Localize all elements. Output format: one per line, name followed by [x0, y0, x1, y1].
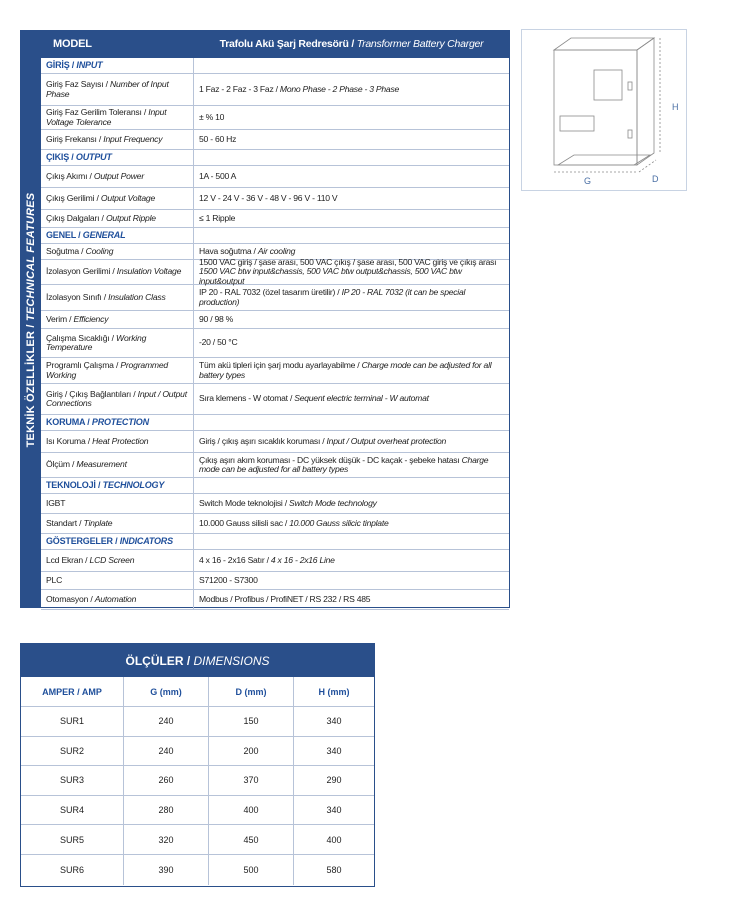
label-en: GENERAL	[82, 229, 126, 240]
section-row	[41, 150, 509, 166]
spec-label	[41, 329, 194, 357]
side-label-en: TECHNICAL FEATURES	[25, 192, 37, 322]
dimensions-title-tr: ÖLÇÜLER /	[125, 653, 191, 668]
spec-value	[194, 534, 509, 549]
value-tr: 12 V - 24 V - 36 V - 48 V - 96 V - 110 V	[199, 192, 338, 203]
value-tr: 1A - 500 A	[199, 170, 237, 181]
label-en: Tinplate	[83, 517, 113, 528]
column-header: H (mm)	[318, 686, 350, 697]
dimension-cell: 320	[124, 825, 209, 854]
value-tr: 4 x 16 - 2x16 Satır /	[199, 554, 269, 565]
spec-row	[41, 106, 509, 130]
dimension-cell: 280	[124, 796, 209, 825]
dimensions-row	[21, 707, 374, 737]
label-en: Output Ripple	[105, 212, 156, 223]
value-tr: Çıkış aşırı akım koruması - DC yüksek düşük - DC kaçak - şebeke hatası	[199, 454, 460, 465]
column-header: D (mm)	[209, 677, 294, 706]
spec-value	[194, 384, 509, 414]
spec-label	[41, 210, 194, 227]
spec-value	[194, 431, 509, 452]
spec-label	[41, 431, 194, 452]
dimension-cell: SUR1	[21, 707, 124, 736]
label-en: PROTECTION	[91, 416, 149, 427]
spec-label	[41, 130, 194, 149]
spec-label	[41, 550, 194, 571]
cabinet-window	[594, 70, 622, 100]
label-tr: Ölçüm /	[46, 459, 75, 470]
dimension-cell: 400	[326, 834, 342, 845]
spec-label	[41, 260, 194, 284]
label-tr: PLC	[46, 574, 63, 585]
value-tr: Sıra klemens - W otomat /	[199, 393, 293, 404]
spec-row	[41, 572, 509, 590]
spec-value	[194, 494, 509, 513]
spec-row	[41, 590, 509, 610]
spec-label	[41, 106, 194, 129]
dimensions-table	[20, 643, 375, 887]
spec-row	[41, 494, 509, 514]
label-en: Input / Output Connections	[46, 388, 187, 408]
spec-row	[41, 431, 509, 453]
section-row	[41, 534, 509, 550]
value-tr: 50 - 60 Hz	[199, 133, 237, 144]
label-tr: Giriş Faz Gerilim Toleransı /	[46, 107, 147, 117]
spec-row	[41, 188, 509, 210]
column-header: AMPER / AMP	[21, 677, 124, 706]
spec-label	[41, 311, 194, 328]
dimensions-title	[21, 644, 374, 677]
section-title	[41, 150, 194, 165]
label-tr: İzolasyon Sınıfı /	[46, 291, 106, 302]
spec-row	[41, 550, 509, 572]
cabinet-drawing	[522, 30, 686, 190]
value-tr: Modbus / Profibus / ProfiNET / RS 232 / RS 485	[199, 593, 371, 604]
value-en: Sequent electric terminal - W automat	[294, 393, 429, 404]
spec-label	[41, 494, 194, 513]
value-tr: 1 Faz - 2 Faz - 3 Faz /	[199, 83, 278, 94]
label-tr: Standart /	[46, 517, 82, 528]
cabinet-base	[558, 155, 650, 165]
spec-row	[41, 311, 509, 329]
cabinet-diagram	[521, 29, 687, 191]
cabinet-handle-bottom	[628, 130, 632, 138]
label-en: INDICATORS	[119, 535, 173, 546]
value-en: IP 20 - RAL 7032 (it can be special production)	[199, 287, 466, 307]
dimension-cell: 240	[124, 737, 209, 766]
spec-value	[194, 590, 509, 609]
value-en: Input / Output overheat protection	[326, 435, 447, 446]
value-tr: 1500 VAC giriş / şase arası, 500 VAC çıkış / şase arası, 500 VAC giriş ve çıkış arası	[199, 256, 497, 267]
dimension-cell: SUR2	[21, 737, 124, 766]
dimensions-row	[21, 855, 374, 885]
label-en: Programmed Working	[46, 360, 169, 380]
label-tr: Çıkış Akımı /	[46, 170, 92, 181]
label-en: INPUT	[76, 59, 103, 70]
spec-value	[194, 550, 509, 571]
spec-value	[194, 166, 509, 187]
label-tr: Verim /	[46, 313, 72, 324]
value-tr: ± % 10	[199, 111, 225, 122]
label-en: LCD Screen	[89, 554, 135, 565]
label-tr: ÇIKIŞ /	[46, 151, 74, 162]
cabinet-front-face	[554, 50, 637, 165]
label-en: Number of Input Phase	[46, 79, 169, 99]
spec-row	[41, 514, 509, 534]
dimensions-row	[21, 825, 374, 855]
label-en: Output Voltage	[100, 192, 156, 203]
dimensions-header-row	[21, 677, 374, 707]
dimensions-row	[21, 737, 374, 767]
label-en: Automation	[94, 593, 137, 604]
column-header: G (mm)	[124, 677, 209, 706]
spec-row	[41, 74, 509, 106]
dimension-cell: 290	[326, 775, 342, 786]
label-en: Cooling	[85, 245, 114, 256]
dimension-cell: 580	[326, 864, 342, 875]
spec-label	[41, 285, 194, 310]
spec-row	[41, 166, 509, 188]
label-en: Efficiency	[73, 313, 109, 324]
dimension-cell: 260	[124, 766, 209, 795]
value-tr: S71200 - S7300	[199, 574, 258, 585]
label-tr: TEKNOLOJİ /	[46, 479, 101, 490]
spec-label	[41, 572, 194, 589]
value-tr: IP 20 - RAL 7032 (özel tasarım üretilir) /	[199, 287, 340, 297]
spec-label	[41, 166, 194, 187]
section-row	[41, 58, 509, 74]
label-en: Output Power	[93, 170, 144, 181]
side-banner-label	[25, 193, 37, 448]
spec-row	[41, 210, 509, 228]
label-d: D	[652, 174, 659, 184]
spec-label	[41, 590, 194, 609]
spec-label	[41, 188, 194, 209]
value-tr: Switch Mode teknolojisi /	[199, 497, 287, 508]
value-en: Mono Phase - 2 Phase - 3 Phase	[279, 83, 400, 94]
label-tr: IGBT	[46, 497, 66, 508]
spec-row	[41, 285, 509, 311]
model-label: MODEL	[53, 37, 92, 50]
label-en: Input Frequency	[103, 133, 163, 144]
dimensions-row	[21, 796, 374, 826]
dimension-cell: 370	[209, 766, 294, 795]
spec-label	[41, 453, 194, 477]
label-en: Heat Protection	[92, 435, 149, 446]
label-tr: Giriş Faz Sayısı /	[46, 79, 108, 89]
spec-value	[194, 285, 509, 310]
label-h: H	[672, 102, 679, 112]
side-banner	[21, 31, 41, 607]
value-tr: Tüm akü tipleri için şarj modu ayarlayabilme /	[199, 360, 360, 370]
section-row	[41, 478, 509, 494]
spec-label	[41, 358, 194, 383]
label-tr: Isı Koruma /	[46, 435, 90, 446]
dimension-cell: 400	[209, 796, 294, 825]
value-en: Charge mode can be adjusted for all battery types	[199, 454, 489, 474]
value-tr: 90 / 98 %	[199, 313, 234, 324]
section-title	[41, 415, 194, 430]
spec-value	[194, 106, 509, 129]
label-tr: Çıkış Dalgaları /	[46, 212, 104, 223]
section-title	[41, 534, 194, 549]
spec-value	[194, 188, 509, 209]
spec-value	[194, 58, 509, 73]
section-title	[41, 228, 194, 243]
label-en: Insulation Voltage	[116, 266, 182, 277]
label-tr: GÖSTERGELER /	[46, 535, 118, 546]
dimension-cell: 240	[124, 707, 209, 736]
dimension-cell: 500	[209, 855, 294, 885]
spec-value	[194, 415, 509, 430]
product-name-tr: Trafolu Akü Şarj Redresörü /	[219, 37, 355, 50]
label-tr: Giriş Frekansı /	[46, 133, 102, 144]
value-en: Air cooling	[257, 245, 296, 256]
spec-row	[41, 453, 509, 478]
label-tr: Lcd Ekran /	[46, 554, 88, 565]
value-en: 4 x 16 - 2x16 Line	[270, 554, 335, 565]
spec-row	[41, 358, 509, 384]
value-tr: ≤ 1 Ripple	[199, 212, 236, 223]
value-en: Charge mode can be adjusted for all battery types	[199, 360, 492, 380]
spec-value	[194, 130, 509, 149]
label-tr: Programlı Çalışma /	[46, 360, 119, 370]
spec-value	[194, 572, 509, 589]
spec-value	[194, 228, 509, 243]
dimension-cell: 340	[326, 805, 342, 816]
technical-features-table	[20, 30, 510, 608]
dimensions-row	[21, 766, 374, 796]
cabinet-panel	[560, 116, 594, 131]
spec-label	[41, 384, 194, 414]
dimension-cell: SUR6	[21, 855, 124, 885]
spec-grid	[41, 31, 509, 610]
cabinet-handle-top	[628, 82, 632, 90]
dimension-cell: SUR3	[21, 766, 124, 795]
cabinet-side-face	[637, 38, 654, 165]
section-row	[41, 415, 509, 431]
value-en: 10.000 Gauss silicic tinplate	[289, 517, 389, 528]
spec-value	[194, 478, 509, 493]
dimension-cell: 450	[209, 825, 294, 854]
label-en: Measurement	[76, 459, 127, 470]
dimensions-title-en: DIMENSIONS	[193, 653, 270, 668]
section-row	[41, 228, 509, 244]
spec-label	[41, 244, 194, 259]
value-tr: -20 / 50 °C	[199, 337, 238, 348]
spec-row	[41, 329, 509, 358]
spec-value	[194, 311, 509, 328]
dimensions-body	[21, 677, 374, 885]
label-en: TECHNOLOGY	[102, 479, 165, 490]
value-tr: Hava soğutma /	[199, 245, 256, 256]
section-title	[41, 478, 194, 493]
value-tr: Giriş / çıkış aşırı sıcaklık koruması /	[199, 435, 325, 446]
spec-value	[194, 256, 509, 286]
label-tr: İzolasyon Gerilimi /	[46, 266, 115, 277]
value-tr: 10.000 Gauss silisli sac /	[199, 517, 288, 528]
spec-label	[41, 514, 194, 533]
dimension-cell: 150	[209, 707, 294, 736]
spec-value	[194, 150, 509, 165]
label-tr: Giriş / Çıkış Bağlantıları /	[46, 388, 136, 399]
label-tr: KORUMA /	[46, 416, 90, 427]
spec-value	[194, 453, 509, 477]
label-tr: Çıkış Gerilimi /	[46, 192, 99, 203]
value-en: 1500 VAC btw input&chassis, 500 VAC btw output&chassis, 500 VAC btw input&output	[199, 266, 462, 286]
label-en: OUTPUT	[75, 151, 112, 162]
dimension-cell: SUR4	[21, 796, 124, 825]
spec-row	[41, 256, 509, 286]
dimension-cell: 200	[209, 737, 294, 766]
spec-value	[194, 514, 509, 533]
label-en: Input Voltage Tolerance	[46, 107, 167, 127]
label-tr: GENEL /	[46, 229, 81, 240]
dimension-cell: SUR5	[21, 825, 124, 854]
label-g: G	[584, 176, 592, 186]
section-title	[41, 58, 194, 73]
spec-value	[194, 210, 509, 227]
dimension-cell: 340	[326, 745, 342, 756]
product-name	[194, 31, 509, 58]
product-name-en: Transformer Battery Charger	[356, 37, 484, 50]
spec-value	[194, 358, 509, 383]
label-tr: Çalışma Sıcaklığı /	[46, 332, 114, 343]
label-en: Working Temperature	[46, 332, 147, 352]
spec-row	[41, 384, 509, 415]
spec-value	[194, 329, 509, 357]
spec-label	[41, 74, 194, 105]
label-tr: Soğutma /	[46, 245, 84, 256]
label-en: Insulation Class	[108, 291, 166, 302]
dimension-cell: 340	[326, 716, 342, 727]
spec-row	[41, 130, 509, 150]
label-tr: GİRİŞ /	[46, 59, 75, 70]
side-label-tr: TEKNİK ÖZELLİKLER /	[25, 324, 37, 448]
value-en: Switch Mode technology	[289, 497, 377, 508]
label-tr: Otomasyon /	[46, 593, 93, 604]
model-header-row	[41, 31, 509, 58]
dimension-cell: 390	[124, 855, 209, 885]
spec-value	[194, 74, 509, 105]
